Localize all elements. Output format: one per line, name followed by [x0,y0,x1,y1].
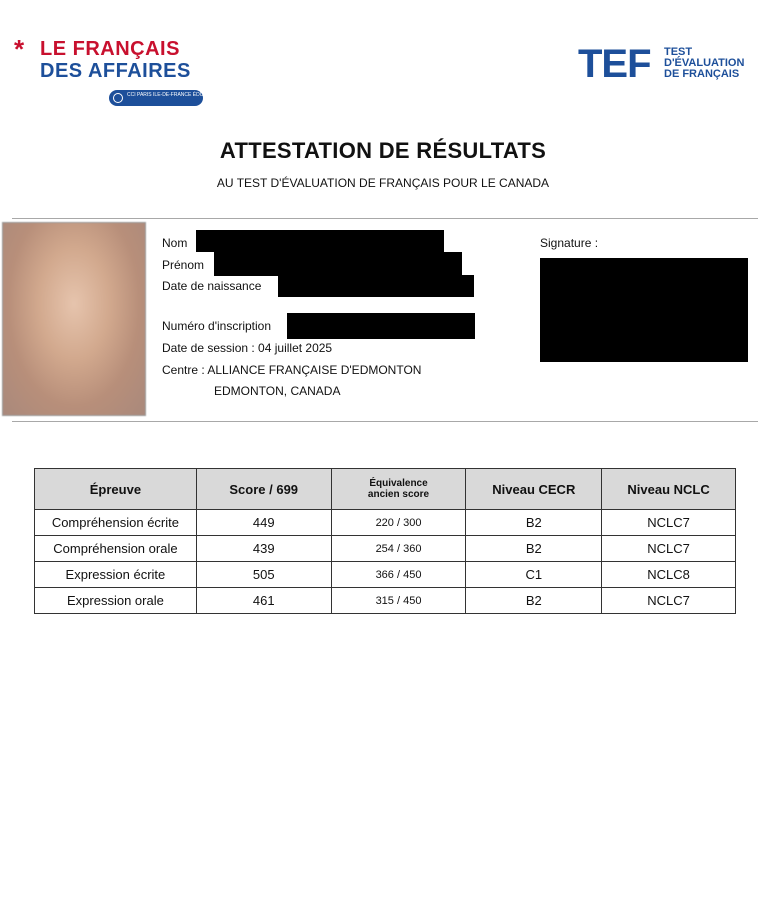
inscription-label: Numéro d'inscription [162,319,272,333]
cci-badge [109,90,222,106]
cell-score: 439 [196,536,331,562]
prenom-label: Prénom [162,258,205,272]
signature-label: Signature : [540,236,599,250]
cell-cecr: B2 [466,510,602,536]
cell-score: 449 [196,510,331,536]
naissance-redacted [278,275,474,297]
asterisk-icon: * [14,34,25,64]
cell-cecr: B2 [466,588,602,614]
table-header-row [35,469,736,510]
tef-logo-text [664,47,744,80]
header-score: Score / 699 [196,469,331,510]
nom-label: Nom [162,236,188,250]
header-equivalence-line1: Équivalence [369,478,428,489]
cell-equivalence: 220 / 300 [331,510,466,536]
naissance-label: Date de naissance [162,279,262,293]
header-equivalence [331,469,466,510]
cell-score: 505 [196,562,331,588]
cell-equivalence: 366 / 450 [331,562,466,588]
header-epreuve: Épreuve [35,469,197,510]
cell-equivalence: 315 / 450 [331,588,466,614]
table-row [35,588,736,614]
cell-epreuve: Expression orale [35,588,197,614]
cci-circle-icon [113,93,123,103]
nom-redacted [196,230,444,252]
lfa-logo-line1: LE FRANÇAIS [40,38,180,60]
centre-line2: EDMONTON, CANADA [214,384,341,398]
header-cecr: Niveau CECR [466,469,602,510]
cell-nclc: NCLC8 [602,562,736,588]
cell-epreuve: Expression écrite [35,562,197,588]
tef-logo-mark: TEF [578,42,651,86]
cell-equivalence: 254 / 360 [331,536,466,562]
cell-cecr: B2 [466,536,602,562]
lfa-logo-line2: DES AFFAIRES [40,60,191,82]
table-row [35,536,736,562]
tef-logo-text-line: TEST [664,46,693,58]
cell-nclc: NCLC7 [602,536,736,562]
table-row [35,562,736,588]
document-subtitle: AU TEST D'ÉVALUATION DE FRANÇAIS POUR LE CANADA [216,176,550,190]
cell-cecr: C1 [466,562,602,588]
session-date: Date de session : 04 juillet 2025 [162,341,333,355]
prenom-redacted [214,252,462,276]
centre-line1: Centre : ALLIANCE FRANÇAISE D'EDMONTON [162,363,422,377]
cell-score: 461 [196,588,331,614]
results-table [34,468,736,614]
header-equivalence-line2: ancien score [367,489,430,500]
inscription-redacted [287,313,475,339]
candidate-photo [2,222,146,416]
tef-logo-text-line: D'ÉVALUATION [664,57,745,69]
signature-redacted [540,258,748,362]
tef-logo-text-line: DE FRANÇAIS [664,68,740,80]
cell-nclc: NCLC7 [602,510,736,536]
table-row [35,510,736,536]
cell-epreuve: Compréhension orale [35,536,197,562]
divider-top [12,218,758,219]
document-title: ATTESTATION DE RÉSULTATS [219,138,547,163]
header-nclc: Niveau NCLC [602,469,736,510]
cci-badge-text: CCI PARIS ILE-DE-FRANCE ÉDUCATION [127,92,222,98]
divider-bottom [12,421,758,422]
cell-epreuve: Compréhension écrite [35,510,197,536]
cell-nclc: NCLC7 [602,588,736,614]
